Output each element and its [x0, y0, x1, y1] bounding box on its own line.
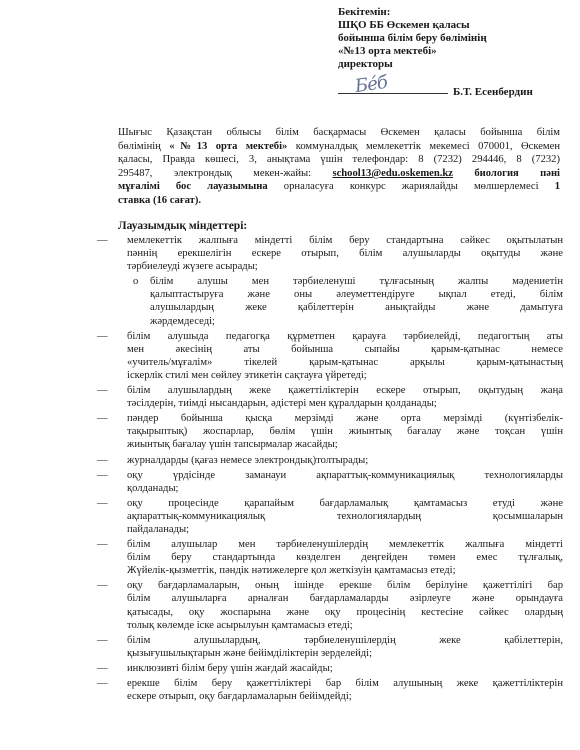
list-item-line: ескере отырып, оқу бағдарламаларын бейімдейді;	[127, 691, 352, 703]
dash-marker: —	[97, 678, 108, 689]
duties-list	[97, 234, 563, 705]
school-name: «№13 орта мектебі»	[169, 140, 288, 152]
list-item-line: Жүйелік-қызметтік, пәндік нәтижелерге қол жеткізуін қамтамасыз етеді;	[127, 565, 456, 577]
list-item-line: жиынтық бағалау үшін тапсырмалар жасайды;	[127, 439, 338, 451]
list-item-line: білім алушылардың жеке қажеттіліктерін ескере отырып, оқытудың жаңа	[127, 385, 563, 397]
dash-marker: —	[97, 539, 108, 551]
list-item	[97, 454, 563, 467]
dash-marker: —	[97, 235, 108, 246]
intro-line	[118, 180, 560, 194]
list-item-line: оқу бағдарламаларын, оның ішінде ерекше білім берілуіне қажеттілігі бар	[127, 580, 563, 592]
list-item-line: пәндер бойынша қысқа мерзімді және орта мерзімді (күнтізбелік-	[127, 413, 563, 425]
list-item-line: іскерлік стилі мен сөйлеу этикетін сақтауға үйретеді;	[127, 369, 367, 381]
list-item-line: инклюзивті білім беру үшін жағдай жасайды;	[127, 662, 333, 674]
list-item-line: білім алушыларға арналған бағдарламаларды әзірлеуге және орындауға	[127, 593, 563, 605]
list-item-line: пәннің ерекшелігін ескере отырып, білім алушыларды оқытуды және	[127, 248, 563, 260]
vacancy-title: мұғалімі бос лауазымына	[118, 181, 268, 193]
list-item-line: білім алушылардың, тәрбиеленушілердің жеке қабілеттерін,	[127, 634, 563, 646]
approval-line: бойынша білім беру бөлімінің	[338, 32, 487, 44]
intro-text: орналасуға конкурс жариялайды мөлшерлемесі	[267, 181, 555, 193]
list-item-line: қалыптастыруға және оны әлеуметтендіруге ықпал етеді, білім	[150, 289, 563, 301]
list-item	[97, 579, 563, 631]
list-item-line: мемлекеттік жалпыға міндетті білім беру стандартына сәйкес оқытылатын	[127, 235, 563, 246]
director-name: Б.Т. Есенбердин	[453, 86, 533, 98]
announcement-paragraph	[118, 126, 560, 208]
list-item-line: «учитель/мұғалім» тікелей қарым-қатынас арқылы қарым-қатынастың	[127, 356, 563, 368]
dash-marker: —	[97, 454, 108, 466]
list-item-line: жәрдемдеседі;	[150, 315, 216, 327]
list-item-line: қатысады, оқу жоспарына және оқу процесінің кестесіне сәйкес олардың	[127, 606, 563, 618]
list-item	[97, 412, 563, 451]
list-item-line: тәрбиелеуді жүзеге асырады;	[127, 261, 258, 273]
dash-marker: —	[97, 385, 108, 397]
intro-text: бөлімінің	[118, 140, 170, 152]
list-item-line: алушылардың жеке қабілеттерін анықтайды және дамытуға	[150, 302, 563, 314]
list-item	[97, 677, 563, 703]
list-item	[97, 538, 563, 577]
list-item-line: журналдарды (қағаз немесе электрондық)толтырады;	[127, 454, 369, 466]
dash-marker: —	[97, 413, 108, 425]
list-item	[97, 330, 563, 382]
dash-marker: —	[97, 330, 108, 342]
email-link[interactable]: school13@edu.oskemen.kz	[332, 167, 453, 179]
intro-line: Шығыс Қазақстан облысы білім басқармасы Өскемен қаласы бойынша білім	[118, 127, 560, 138]
list-item	[97, 497, 563, 536]
approval-line: директоры	[338, 58, 393, 70]
bullet-marker: o	[133, 276, 139, 288]
subject-name: биология пәні	[452, 167, 560, 179]
list-item	[97, 384, 563, 410]
list-item-line: білім беру стандартында көзделген деңгейден төмен емес тұлғалық,	[127, 552, 563, 564]
intro-line	[118, 194, 560, 208]
intro-line: қаласы, Правда көшесі, 3, анықтама үшін телефондар: 8 (7232) 294446, 8 (7232)	[118, 154, 560, 166]
approval-line: ШҚО ББ Өскемен қаласы	[338, 19, 470, 31]
intro-text: 295487, электрондық мекен-жайы:	[118, 167, 333, 179]
approval-line: «№13 орта мектебі»	[338, 45, 437, 57]
list-item	[97, 634, 563, 660]
list-item	[97, 234, 563, 273]
list-item-line: білім алушылар мен тәрбиеленушілердің мемлекеттік жалпыға міндетті	[127, 539, 563, 551]
intro-line	[118, 167, 560, 181]
intro-text: коммуналдық мемлекеттік мекемесі 070001, Өскемен	[287, 140, 560, 152]
list-item	[97, 469, 563, 495]
signature-line	[338, 93, 448, 94]
list-item-line: ерекше білім беру қажеттіліктері бар білім алушының жеке қажеттіліктерін	[127, 678, 563, 689]
duties-heading: Лауазымдық міндеттері:	[118, 220, 248, 232]
handwritten-signature: Бе́б	[353, 71, 389, 98]
dash-marker: —	[97, 497, 108, 509]
list-item-line: тақырыптық) жоспарлар, бөлім үшін жиынтық бағалау және тоқсан үшін	[127, 426, 563, 438]
list-item-line: оқу үрдісінде заманауи ақпараттық-коммуникациялық технологияларды	[127, 469, 563, 481]
dash-marker: —	[97, 662, 108, 674]
intro-line	[118, 140, 560, 154]
list-item-line: ақпараттық-коммуникациялық технологиялардың қосымшаларын	[127, 510, 563, 522]
rate-hours: ставка (16 сағат).	[118, 194, 202, 206]
dash-marker: —	[97, 469, 108, 481]
list-item-line: білім алушы мен тәрбиеленуші тұлғасының жалпы мәдениетін	[150, 276, 563, 288]
list-item-line: оқу процесінде қарапайым бағдарламалық қамтамасыз етуді және	[127, 497, 563, 509]
list-item-line: толық көлемде іске асырылуын қамтамасыз етеді;	[127, 619, 353, 631]
list-item-line: мен әкесінің аты бойынша сыпайы қарым-қатынас немесе	[127, 343, 563, 355]
list-item-line: тәсілдерін, тиімді нысандарын, әдістері мен құралдарын қолданады;	[127, 398, 437, 410]
dash-marker: —	[97, 634, 108, 646]
approval-line: Бекітемін:	[338, 6, 391, 18]
list-item-line: қолданады;	[127, 482, 179, 494]
list-item-line: қызығушылықтарын және бейімділіктерін зерделейді;	[127, 647, 373, 659]
sub-list-item	[97, 275, 563, 327]
rate-value: 1	[554, 181, 560, 193]
list-item-line: пайдаланады;	[127, 523, 190, 535]
list-item-line: білім алушыда педагогқа құрметпен қарауға тәрбиелейді, педагогтың аты	[127, 330, 563, 342]
approval-block	[338, 6, 573, 71]
dash-marker: —	[97, 580, 108, 592]
list-item	[97, 662, 563, 675]
